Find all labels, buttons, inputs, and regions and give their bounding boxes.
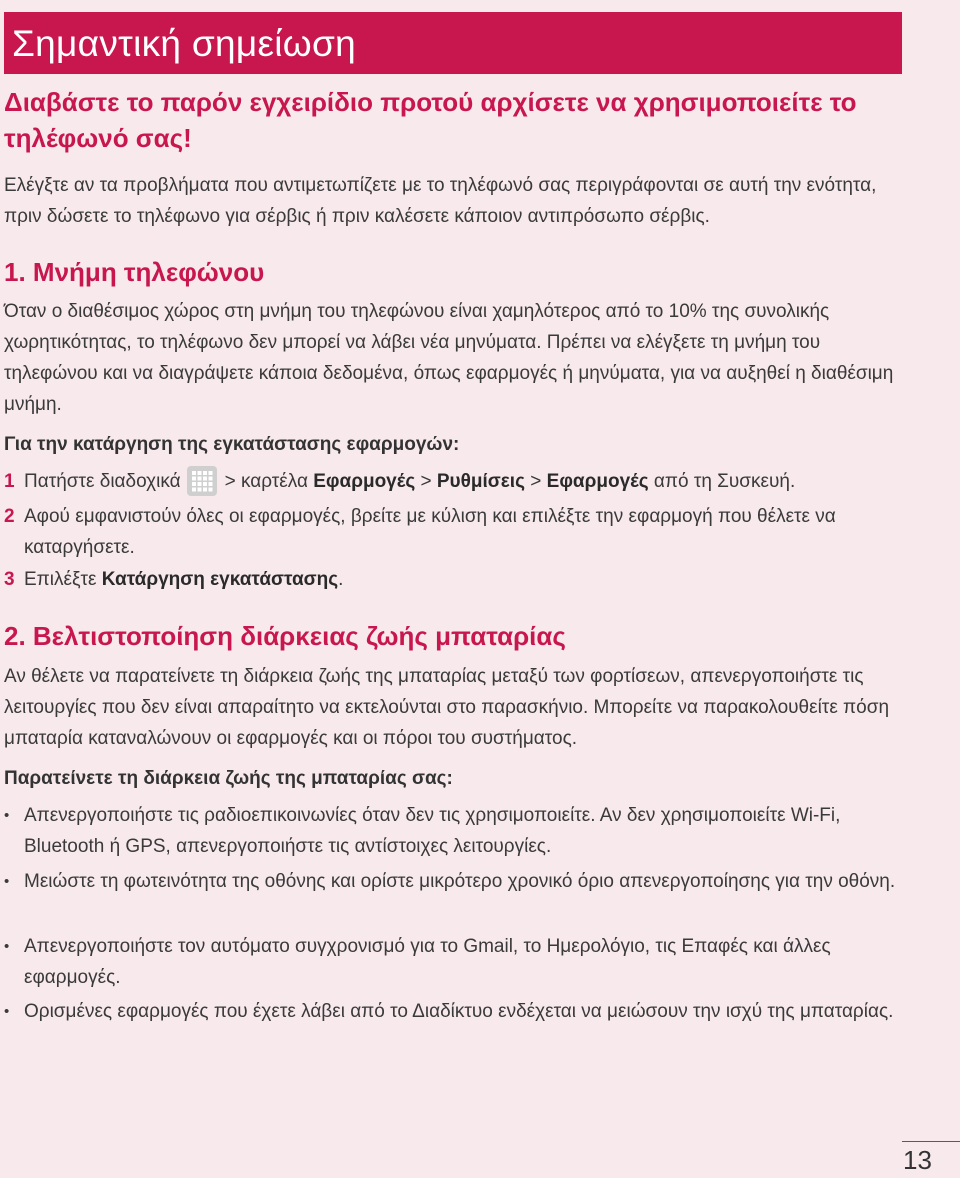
list-item (4, 866, 904, 897)
title-bar (4, 12, 902, 74)
section1-heading: 1. Μνήμη τηλεφώνου (4, 257, 265, 287)
section2-subheading: Παρατείνετε τη διάρκεια ζωής της μπαταρίας σας: (4, 768, 453, 789)
step-3 (4, 564, 904, 595)
page-number: 13 (903, 1145, 932, 1175)
step-text: Αφού εμφανιστούν όλες οι εφαρμογές, βρείτε με κύλιση και επιλέξτε την εφαρμογή που θέλετε να καταργήσετε. (24, 506, 836, 558)
step-bold-text: Ρυθμίσεις (436, 471, 525, 492)
bullet-icon: • (4, 1003, 10, 1020)
step-text: Πατήστε διαδοχικά (24, 471, 181, 492)
section1-subheading: Για την κατάργηση της εγκατάστασης εφαρμογών: (4, 434, 460, 455)
intro-paragraph: Ελέγξτε αν τα προβλήματα που αντιμετωπίζετε με το τηλέφωνό σας περιγράφονται σε αυτή την ενότητα, πριν δώσετε το τηλέφωνο για σέρβις ή πριν καλέσετε κάποιον αντιπρόσωπο σέρβις. (4, 175, 877, 227)
list-item (4, 996, 904, 1027)
step-1 (4, 466, 904, 497)
step-number: 1 (4, 471, 15, 492)
step-number: 3 (4, 569, 15, 590)
list-item (4, 800, 904, 862)
step-bold-text: Κατάργηση εγκατάστασης (101, 569, 339, 590)
bullet-text: Μειώστε τη φωτεινότητα της οθόνης και ορίστε μικρότερο χρονικό όριο απενεργοποίησης για την οθόνη. (24, 871, 896, 892)
step-bold-text: Εφαρμογές (313, 471, 416, 492)
step-number: 2 (4, 506, 15, 527)
bullet-icon: • (4, 938, 10, 955)
step-text: > (420, 471, 432, 492)
apps-grid-icon (187, 466, 217, 496)
step-text: . (338, 569, 344, 590)
step-text: από τη Συσκευή. (653, 471, 796, 492)
step-bold-text: Εφαρμογές (546, 471, 649, 492)
bullet-text: Απενεργοποιήστε τον αυτόματο συγχρονισμό για το Gmail, το Ημερολόγιο, τις Επαφές και άλλες εφαρμογές. (24, 936, 831, 988)
section2-body: Αν θέλετε να παρατείνετε τη διάρκεια ζωής της μπαταρίας μεταξύ των φορτίσεων, απενεργοποιήστε τις λειτουργίες που δεν είναι απαραίτητο να εκτελούνται στο παρασκήνιο. Μπορείτε να παρακολουθείτε πόση μπαταρία καταναλώνουν οι εφαρμογές και οι πόροι του συστήματος. (4, 666, 890, 749)
list-item (4, 931, 904, 993)
step-text: > καρτέλα (224, 471, 308, 492)
bullet-icon: • (4, 807, 10, 824)
page-title: Σημαντική σημείωση (12, 23, 357, 64)
step-2 (4, 501, 904, 563)
footer-divider (902, 1141, 960, 1142)
bullet-icon: • (4, 873, 10, 890)
section1-body: Όταν ο διαθέσιμος χώρος στη μνήμη του τηλεφώνου είναι χαμηλότερος από το 10% της συνολικής χωρητικότητας, το τηλέφωνο δεν μπορεί να λάβει νέα μηνύματα. Πρέπει να ελέγξετε τη μνήμη του τηλεφώνου και να διαγράψετε κάποια δεδομένα, όπως εφαρμογές ή μηνύματα, για να αυξηθεί η διαθέσιμη μνήμη. (4, 301, 894, 415)
page-subtitle: Διαβάστε το παρόν εγχειρίδιο προτού αρχίσετε να χρησιμοποιείτε το τηλέφωνό σας! (4, 87, 857, 153)
step-text: > (530, 471, 542, 492)
section2-heading: 2. Βελτιστοποίηση διάρκειας ζωής μπαταρίας (4, 621, 566, 651)
bullet-text: Ορισμένες εφαρμογές που έχετε λάβει από το Διαδίκτυο ενδέχεται να μειώσουν την ισχύ της μπαταρίας. (24, 1001, 894, 1022)
bullet-text: Απενεργοποιήστε τις ραδιοεπικοινωνίες όταν δεν τις χρησιμοποιείτε. Αν δεν χρησιμοποιείτε Wi-Fi, Bluetooth ή GPS, απενεργοποιήστε τις αντίστοιχες λειτουργίες. (24, 805, 841, 857)
step-text: Επιλέξτε (24, 569, 97, 590)
